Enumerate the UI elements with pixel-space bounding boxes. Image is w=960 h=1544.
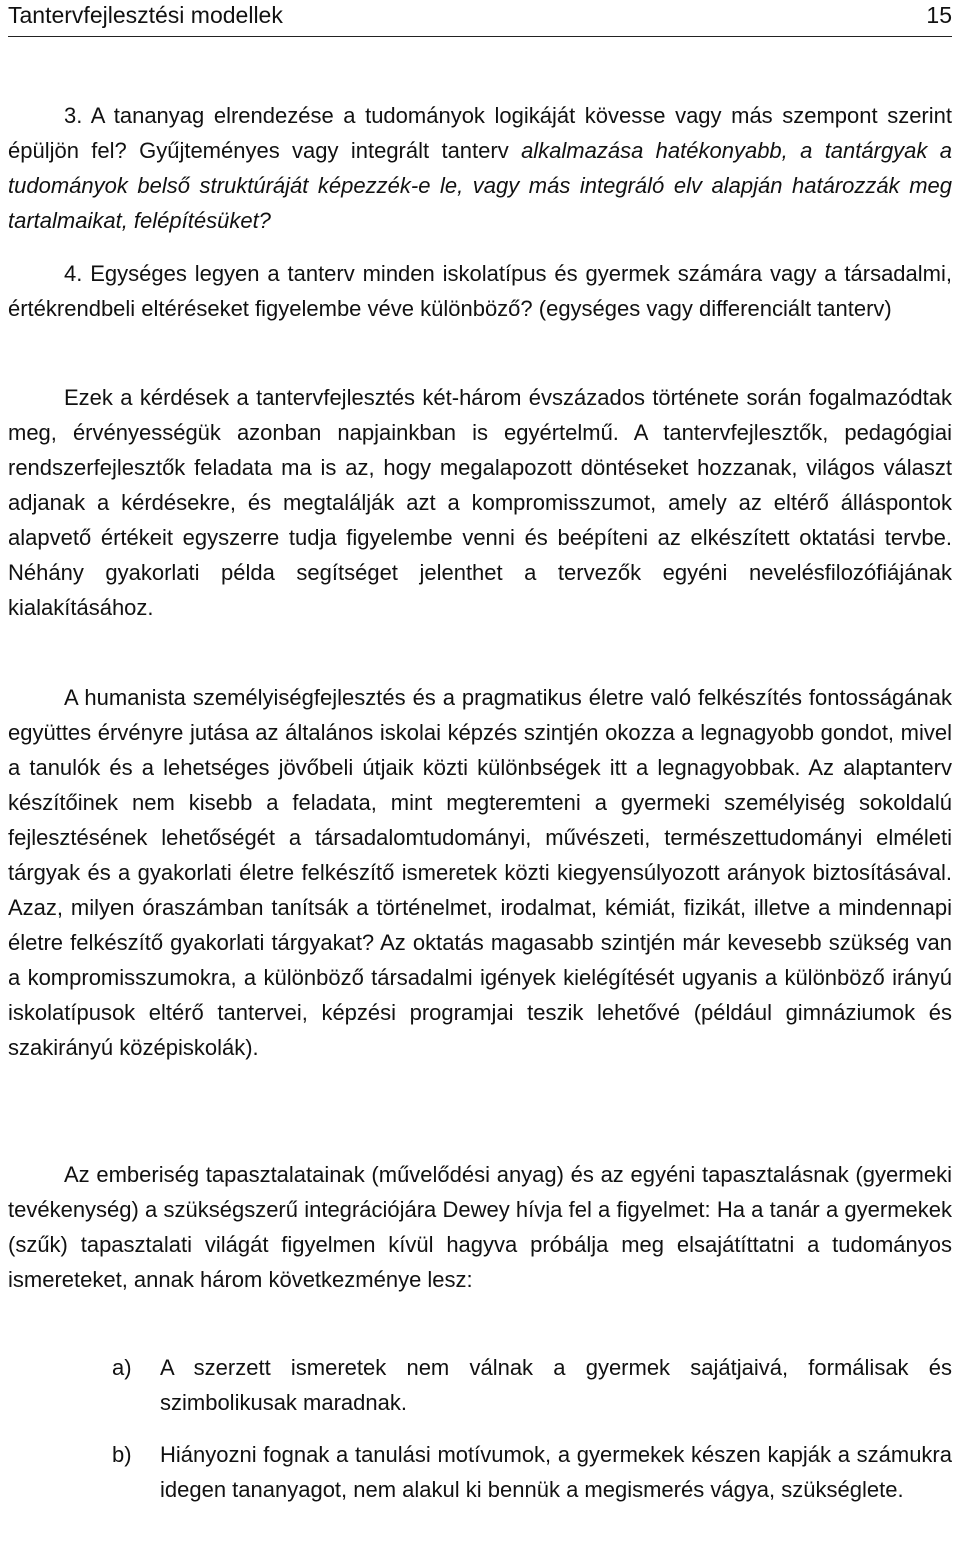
question-3	[8, 98, 952, 238]
chapter-title: Tantervfejlesztési modellek	[8, 2, 283, 28]
question-4: 4. Egységes legyen a tanterv minden iskolatípus és gyermek számára vagy a társadalmi, értékrendbeli eltéréseket figyelembe véve különböző? (egységes vagy differenciált tanterv)	[8, 261, 952, 321]
paragraph-3: Az emberiség tapasztalatainak (művelődési anyag) és az egyéni tapasztalásnak (gyermeki tevékenység) a szükségszerű integrációjára Dewey hívja fel a figyelmet: Ha a tanár a gyermekek (szűk) tapasztalati világát figyelmen kívül hagyva próbálja meg elsajátíttatni a tudományos ismereteket, annak három következménye lesz:	[8, 1162, 952, 1292]
list-marker: a)	[112, 1355, 132, 1380]
list-item-text: Hiányozni fognak a tanulási motívumok, a gyermekek készen kapják a számukra idegen tananyagot, nem alakul ki bennük a megismerés vágya, szükséglete.	[160, 1442, 952, 1502]
question-3-text: 3. A tananyag elrendezése a tudományok logikáját kövesse vagy más szempont szerint épüljön fel? Gyűjteményes vagy integrált tanterv	[8, 103, 952, 163]
page-number: 15	[926, 2, 952, 28]
paragraph-2: A humanista személyiségfejlesztés és a pragmatikus életre való felkészítés fontosságának együttes érvényre jutása az általános iskolai képzés szintjén okozza a legnagyobb gondot, mivel a tanulók és a lehetséges jövőbeli útjaik közti különbségek itt a legnagyobbak. Az alaptanterv készítőinek nem kisebb a feladata, mint megteremteni a gyermeki személyiség sokoldalú fejlesztésének lehetőségét a társadalomtudományi, művészeti, természettudományi elméleti tárgyak és a gyakorlati életre felkészítő ismeretek közti kiegyensúlyozott arányok biztosításával. Azaz, milyen óraszámban tanítsák a történelmet, irodalmat, kémiát, fizikát, illetve a mindennapi életre felkészítő gyakorlati tárgyakat? Az oktatás magasabb szintjén már kevesebb szükség van a kompromisszumokra, a különböző társadalmi igények kielégítését ugyanis a különböző irányú iskolatípusok eltérő tantervei, képzési programjai teszik lehetővé (például gimnáziumok és szakirányú középiskolák).	[8, 685, 952, 1060]
paragraph-1: Ezek a kérdések a tantervfejlesztés két-három évszázados története során fogalmazódtak meg, érvényességük azonban napjainkban is egyértelmű. A tantervfejlesztők, pedagógiai rendszerfejlesztők feladata ma is az, hogy megalapozott döntéseket hozzanak, világos választ adjanak a kérdésekre, és megtalálják azt a kompromisszumot, amely az eltérő álláspontok alapvető értékeit egyszerre tudja figyelembe venni és beépíteni az elkészített oktatási tervbe. Néhány gyakorlati példa segítséget jelenthet a tervezők egyéni nevelésfilozófiájának kialakításához.	[8, 385, 952, 620]
question-3-italic-text: alkalmazása hatékonyabb, a tantárgyak a tudományok belső struktúráját képezzék-e le, vagy más integráló elv alapján határozzák meg tartalmaikat, felépítésüket?	[8, 138, 952, 233]
running-header	[8, 0, 952, 37]
list-item-text: A szerzett ismeretek nem válnak a gyermek sajátjaivá, formálisak és szimbolikusak maradnak.	[160, 1355, 952, 1415]
list-marker: b)	[112, 1442, 132, 1467]
